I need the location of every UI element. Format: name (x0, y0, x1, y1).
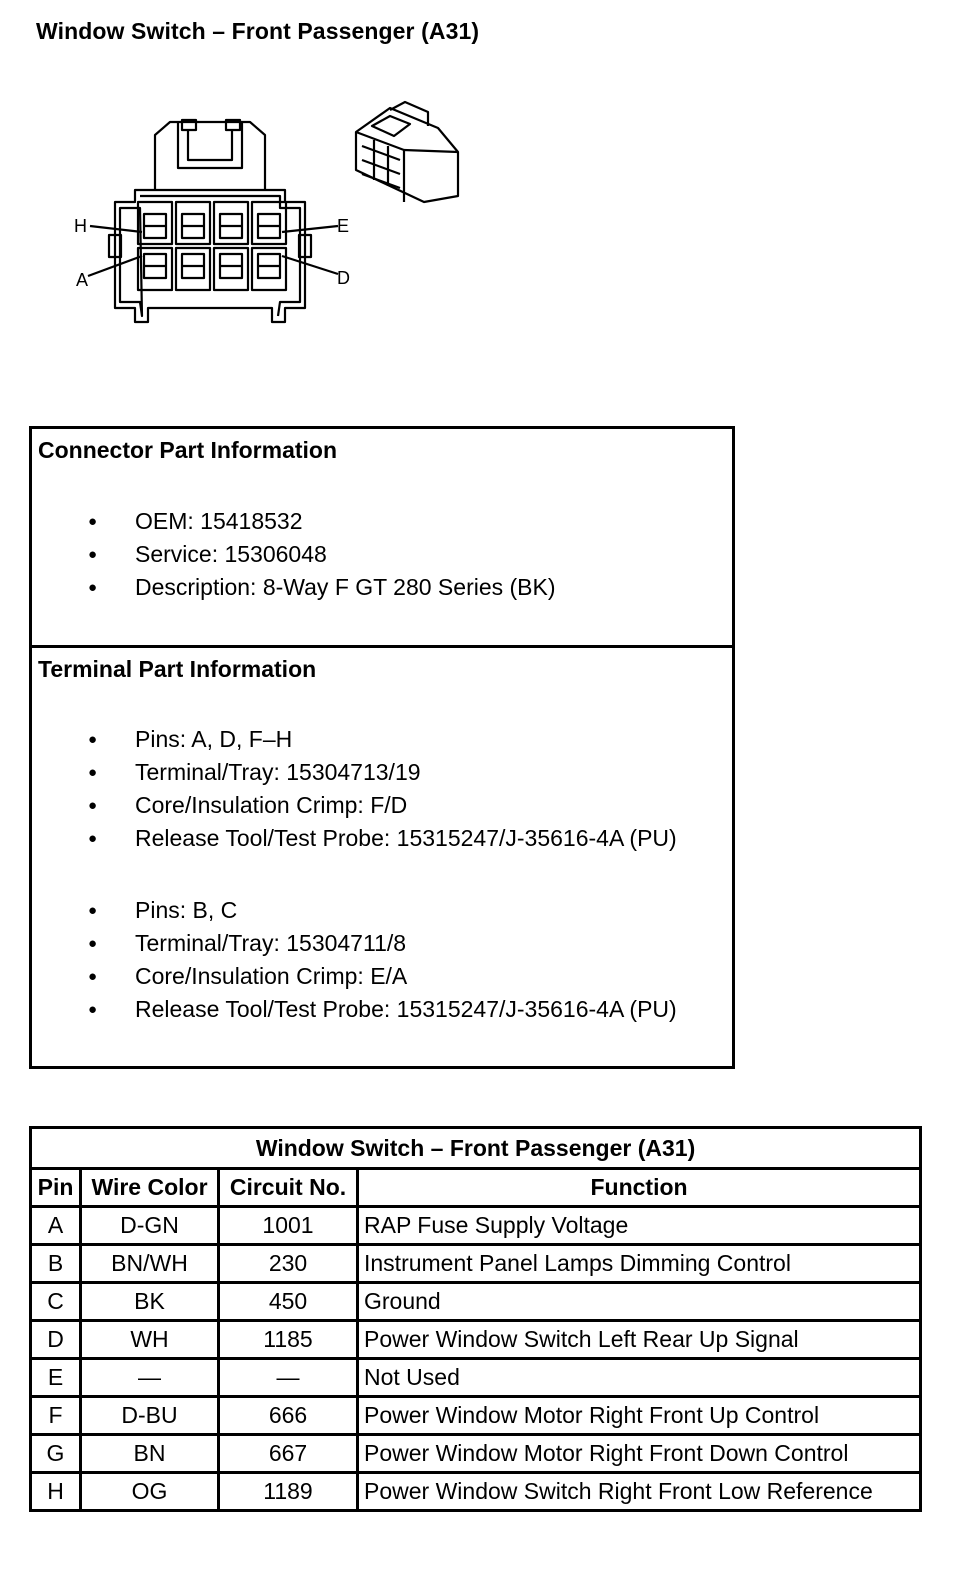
cell-pin: D (31, 1321, 81, 1359)
table-row (31, 1283, 921, 1321)
cell-circuit: 230 (219, 1245, 358, 1283)
cell-wire-color: WH (81, 1321, 219, 1359)
table-row (31, 1207, 921, 1245)
cell-wire-color: BN/WH (81, 1245, 219, 1283)
cell-pin: H (31, 1473, 81, 1511)
list-item: ● Core/Insulation Crimp: F/D (32, 789, 677, 822)
list-item: ● Core/Insulation Crimp: E/A (32, 960, 677, 993)
cell-circuit: — (219, 1359, 358, 1397)
cell-function: Not Used (358, 1359, 921, 1397)
cell-wire-color: BN (81, 1435, 219, 1473)
cell-circuit: 667 (219, 1435, 358, 1473)
cell-function: Power Window Switch Right Front Low Reference (358, 1473, 921, 1511)
cell-wire-color: D-GN (81, 1207, 219, 1245)
header-circuit: Circuit No. (219, 1169, 358, 1207)
terminal-info-group-2 (32, 894, 677, 1026)
header-pin: Pin (31, 1169, 81, 1207)
list-item: ● Description: 8-Way F GT 280 Series (BK) (32, 571, 556, 604)
cell-circuit: 1001 (219, 1207, 358, 1245)
connector-info-list (32, 505, 556, 604)
header-function: Function (358, 1169, 921, 1207)
cell-function: Power Window Motor Right Front Down Control (358, 1435, 921, 1473)
pin-table (29, 1126, 922, 1512)
table-row (31, 1473, 921, 1511)
cell-pin: G (31, 1435, 81, 1473)
table-row (31, 1245, 921, 1283)
connector-info-heading: Connector Part Information (38, 437, 338, 463)
cell-pin: B (31, 1245, 81, 1283)
cell-pin: C (31, 1283, 81, 1321)
list-item: ● Terminal/Tray: 15304711/8 (32, 927, 677, 960)
cell-wire-color: D-BU (81, 1397, 219, 1435)
cell-pin: E (31, 1359, 81, 1397)
cell-wire-color: BK (81, 1283, 219, 1321)
table-row (31, 1397, 921, 1435)
table-row (31, 1321, 921, 1359)
list-item: ● Release Tool/Test Probe: 15315247/J-35616-4A (PU) (32, 822, 677, 855)
cell-circuit: 1189 (219, 1473, 358, 1511)
connector-part-info (32, 429, 732, 648)
cell-function: Ground (358, 1283, 921, 1321)
pin-label-e: E (337, 216, 350, 236)
list-item: ● Pins: B, C (32, 894, 677, 927)
list-item: ● Release Tool/Test Probe: 15315247/J-35616-4A (PU) (32, 993, 677, 1026)
pin-label-d: D (337, 268, 350, 288)
cell-wire-color: — (81, 1359, 219, 1397)
cell-function: Power Window Switch Left Rear Up Signal (358, 1321, 921, 1359)
table-row (31, 1359, 921, 1397)
pin-label-a: A (76, 270, 89, 290)
cell-function: Power Window Motor Right Front Up Control (358, 1397, 921, 1435)
cell-circuit: 450 (219, 1283, 358, 1321)
page-title: Window Switch – Front Passenger (A31) (36, 18, 480, 44)
table-caption: Window Switch – Front Passenger (A31) (31, 1128, 921, 1169)
cell-function: Instrument Panel Lamps Dimming Control (358, 1245, 921, 1283)
connector-diagram (60, 90, 480, 340)
terminal-info-group-1 (32, 723, 677, 855)
cell-circuit: 1185 (219, 1321, 358, 1359)
list-item: ● OEM: 15418532 (32, 505, 556, 538)
list-item: ● Service: 15306048 (32, 538, 556, 571)
terminal-part-info (32, 648, 732, 1066)
table-row (31, 1435, 921, 1473)
terminal-info-heading: Terminal Part Information (38, 656, 317, 682)
cell-pin: F (31, 1397, 81, 1435)
header-wire-color: Wire Color (81, 1169, 219, 1207)
list-item: ● Pins: A, D, F–H (32, 723, 677, 756)
cell-wire-color: OG (81, 1473, 219, 1511)
part-info-box (29, 426, 735, 1069)
cell-function: RAP Fuse Supply Voltage (358, 1207, 921, 1245)
list-item: ● Terminal/Tray: 15304713/19 (32, 756, 677, 789)
pin-label-h: H (74, 216, 87, 236)
cell-circuit: 666 (219, 1397, 358, 1435)
cell-pin: A (31, 1207, 81, 1245)
table-header-row (31, 1169, 921, 1207)
